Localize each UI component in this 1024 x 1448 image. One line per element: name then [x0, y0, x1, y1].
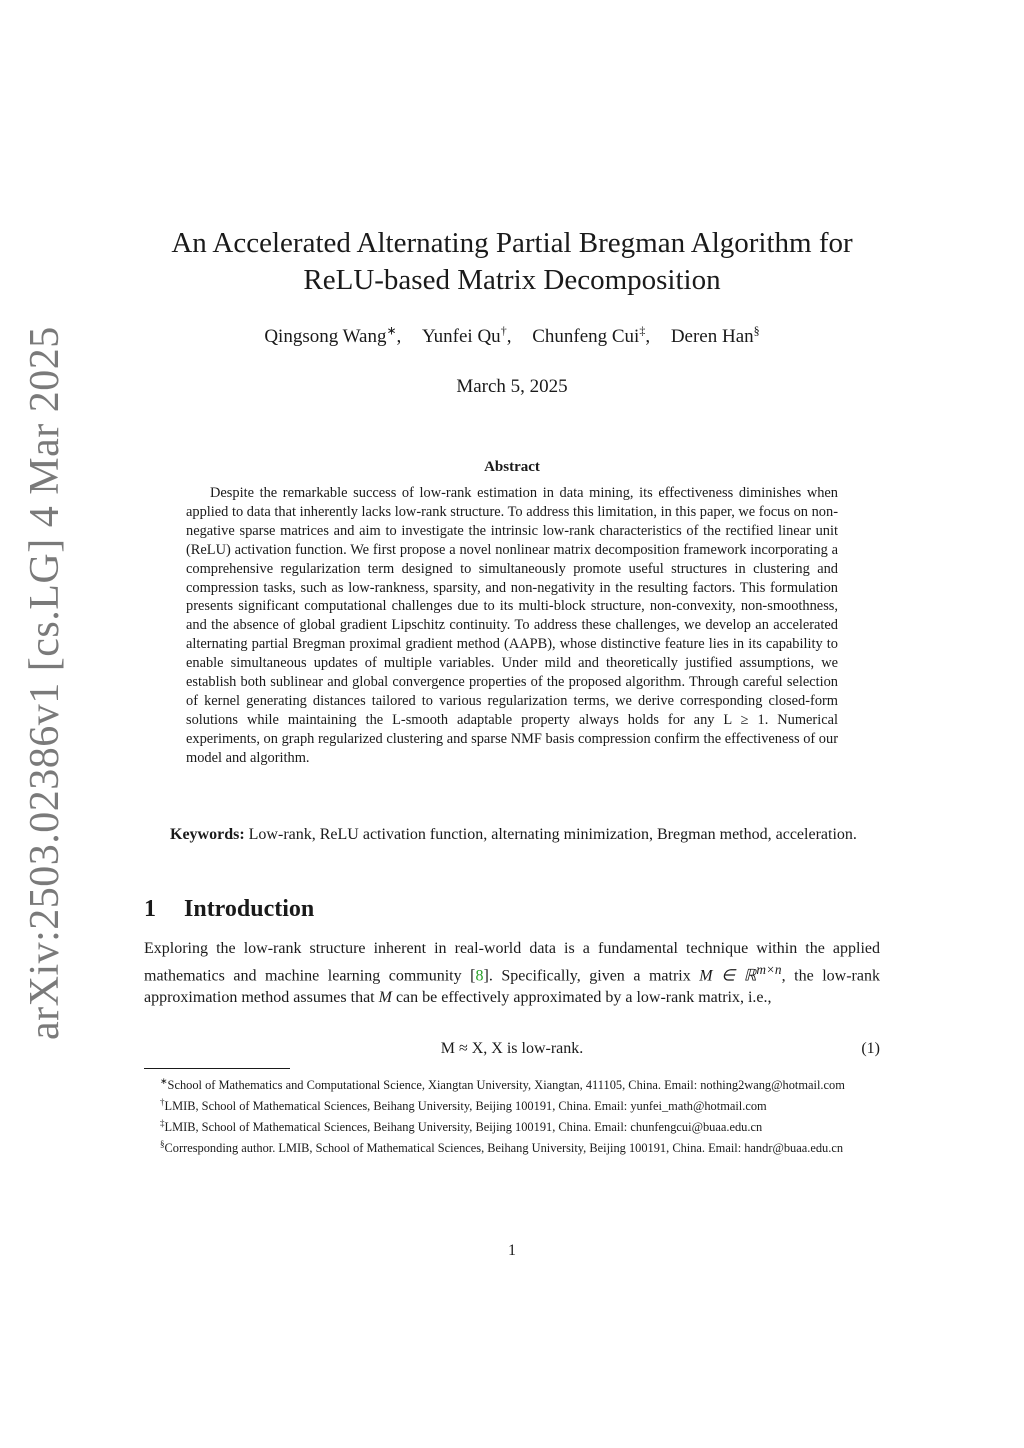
- publication-date: March 5, 2025: [456, 376, 568, 397]
- paper-title: [100, 225, 924, 299]
- section-title: Introduction: [184, 896, 315, 922]
- equation-number: (1): [861, 1040, 880, 1057]
- section-heading-introduction: [144, 894, 314, 924]
- introduction-paragraph: Exploring the low-rank structure inherent in real-world data is a fundamental technique within the applied mathematics and machine learning community [8]. Specifically, given a matrix M ∈ ℝ$^{m\times n}$, the low-rank approximation method assumes that M can be effectively approximated by a low-rank matrix, i.e.,: [144, 940, 880, 1007]
- author-4: Deren Han§: [670, 324, 760, 348]
- citation-link[interactable]: 8: [475, 967, 484, 985]
- keywords-label: Keywords:: [170, 826, 245, 843]
- author-list: [100, 318, 924, 350]
- abstract-body: Despite the remarkable success of low-rank estimation in data mining, its effectiveness diminishes when applied to data that inherently lacks low-rank structure. To address this limitation, in this paper, we focus on non-negative sparse matrices and aim to investigate the intrinsic low-rank characteristics of the rectified linear unit (ReLU) activation function. We first propose a novel nonlinear matrix decomposition framework incorporating a comprehensive regularization term designed to simultaneously promote useful structures in clustering and compression tasks, such as low-rankness, sparsity, and non-negativity in the resulting factors. This formulation presents significant computational challenges due to its multi-block structure, non-convexity, non-smoothness, and the absence of global gradient Lipschitz continuity. To address these challenges, we develop an accelerated alternating partial Bregman proximal gradient method (AAPB), whose distinctive feature lies in its capability to enable simultaneous updates of multiple variables. Under mild and theoretically justified assumptions, we establish both sublinear and global convergence properties of the proposed algorithm. Through careful selection of kernel generating distances tailored to various regularization terms, we derive corresponding closed-form solutions while maintaining the L-smooth adaptable property always holds for any L ≥ 1. Numerical experiments, on graph regularized clustering and sparse NMF basis compression confirm the effectiveness of our model and algorithm.: [186, 485, 838, 766]
- page-number: 1: [508, 1242, 516, 1259]
- keywords-text: Low-rank, ReLU activation function, alternating minimization, Bregman method, acceleration.: [248, 826, 857, 843]
- footnotes: [144, 1073, 880, 1158]
- footnote-4: §Corresponding author. LMIB, School of Mathematical Sciences, Beihang University, Beijing 100191, China. Email: handr@buaa.edu.cn: [160, 1139, 844, 1156]
- paper-title-line-2: ReLU-based Matrix Decomposition: [303, 264, 721, 296]
- section-number: 1: [144, 896, 156, 922]
- paper-title-line-1: An Accelerated Alternating Partial Bregman Algorithm for: [171, 227, 853, 259]
- footnote-divider: [144, 1068, 290, 1069]
- footnote-3: ‡LMIB, School of Mathematical Sciences, Beihang University, Beijing 100191, China. Email: chunfengcui@buaa.edu.cn: [160, 1118, 763, 1135]
- author-3: Chunfeng Cui‡,: [532, 324, 651, 348]
- author-1: Qingsong Wang∗,: [264, 324, 402, 348]
- footnote-1: ∗School of Mathematics and Computational Science, Xiangtan University, Xiangtan, 411105, China. Email: nothing2wang@hotmail.com: [160, 1076, 845, 1093]
- arxiv-identifier-stamp: arXiv:2503.02386v1 [cs.LG] 4 Mar 2025: [22, 326, 68, 1040]
- author-2: Yunfei Qu†,: [422, 324, 512, 348]
- abstract-heading: Abstract: [484, 459, 540, 475]
- footnote-2: †LMIB, School of Mathematical Sciences, Beihang University, Beijing 100191, China. Email: yunfei_math@hotmail.com: [160, 1097, 767, 1114]
- keywords: [144, 824, 880, 845]
- equation-content: M ≈ X, X is low-rank.: [440, 1040, 584, 1057]
